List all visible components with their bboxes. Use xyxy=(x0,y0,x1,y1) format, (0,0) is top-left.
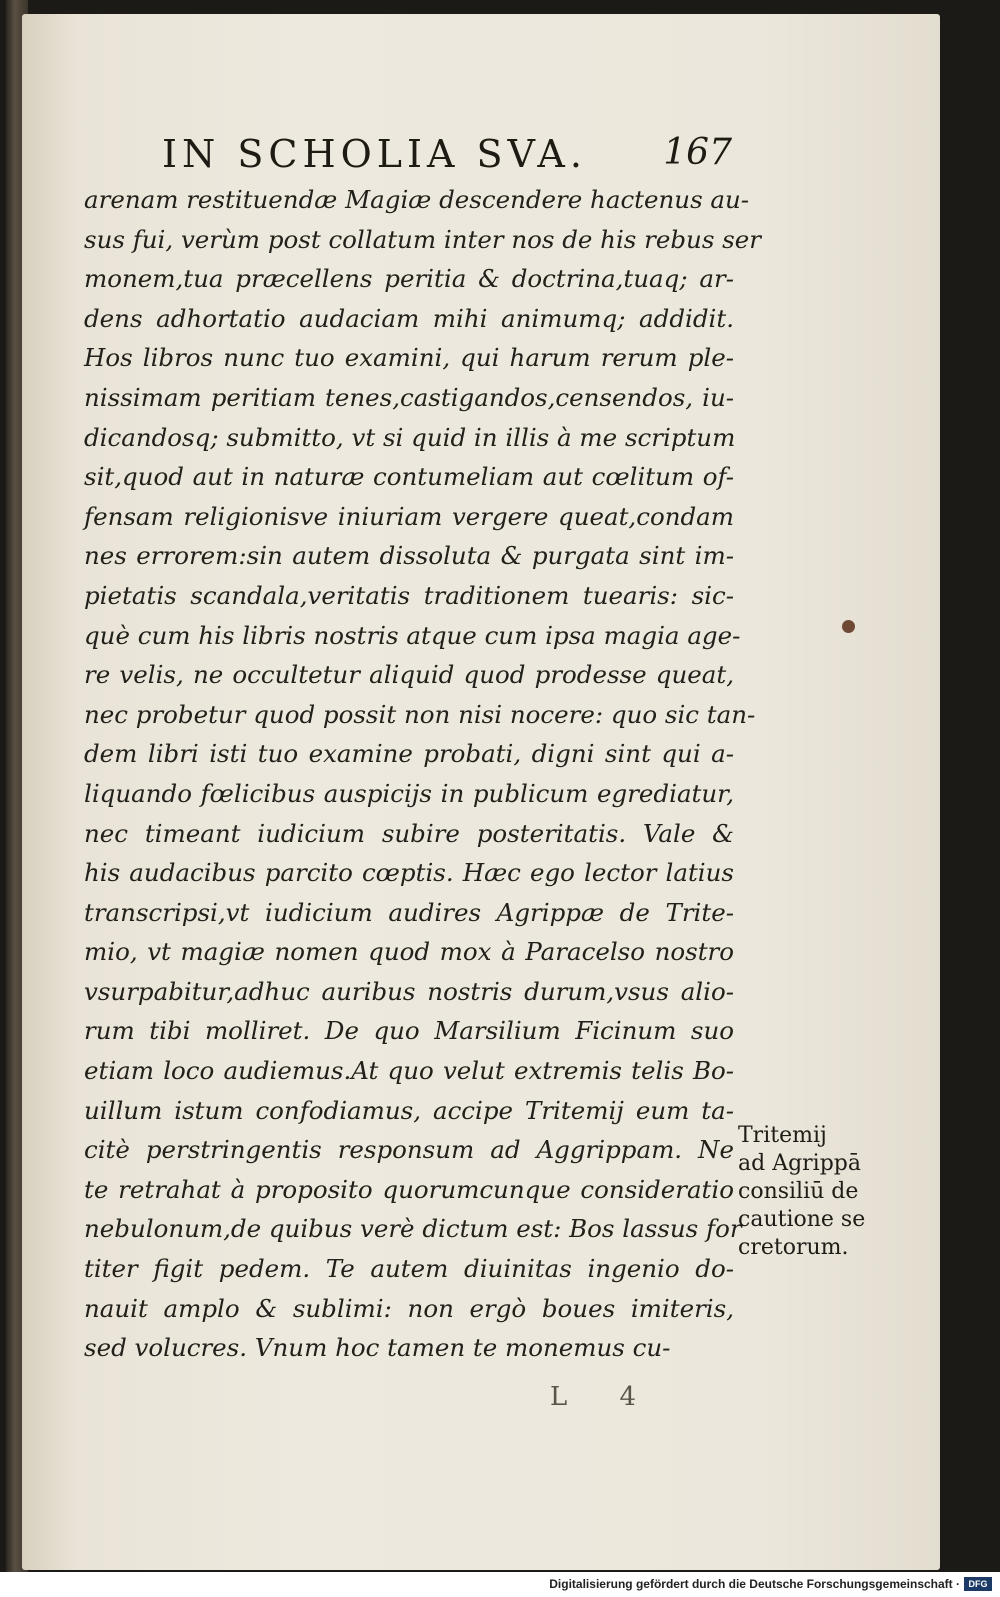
marginal-note-line: Tritemij xyxy=(738,1123,827,1148)
text-line: sed volucres. Vnum hoc tamen te monemus cu- xyxy=(84,1333,671,1363)
text-line: dicandosq; submitto, vt si quid in illis à me scriptum xyxy=(84,422,736,452)
text-line: te retrahat à proposito quorumcunque consideratio xyxy=(84,1174,734,1204)
text-line: nes errorem:sin autem dissoluta & purgata sint im- xyxy=(84,541,734,571)
text-line: liquando fœlicibus auspicijs in publicum egrediatur, xyxy=(84,778,734,808)
text-line: uillum istum confodiamus, accipe Tritemij eum ta- xyxy=(84,1095,734,1125)
text-line: transcripsi,vt iudicium audires Agrippæ de Trite- xyxy=(84,897,734,927)
text-line: mio, vt magiæ nomen quod mox à Paracelso nostro xyxy=(84,937,734,967)
marginal-note-line: cretorum. xyxy=(738,1235,849,1260)
text-line: dem libri isti tuo examine probati, digni sint qui a- xyxy=(84,739,734,769)
text-line: nec probetur quod possit non nisi nocere: quo sic tan- xyxy=(84,699,756,729)
text-line: nauit amplo & sublimi: non ergò boues imiteris, xyxy=(84,1293,734,1323)
marginal-note-line: ad Agrippā xyxy=(738,1151,861,1176)
marginal-note xyxy=(738,1122,883,1262)
marginal-note-line: consiliū de xyxy=(738,1179,859,1204)
funding-credit: Digitalisierung gefördert durch die Deutsche Forschungsgemeinschaft · xyxy=(549,1577,960,1591)
text-line: sus fui, verùm post collatum inter nos de his rebus ser xyxy=(84,224,761,254)
text-line: Hos libros nunc tuo examini, qui harum rerum ple- xyxy=(84,343,734,373)
text-line: pietatis scandala,veritatis traditionem tuearis: sic- xyxy=(84,580,734,610)
running-title: IN SCHOLIA SVA. xyxy=(162,132,587,176)
text-line: etiam loco audiemus.At quo velut extremis telis Bo- xyxy=(84,1056,734,1086)
text-line: arenam restituendæ Magiæ descendere hactenus au- xyxy=(84,185,750,214)
text-line: monem,tua præcellens peritia & doctrina,tuaq; ar- xyxy=(84,264,734,294)
signature-mark: L 4 xyxy=(550,1382,659,1412)
body-text xyxy=(84,180,761,1368)
text-line: què cum his libris nostris atque cum ipsa magia age- xyxy=(84,620,741,650)
text-line: re velis, ne occultetur aliquid quod prodesse queat, xyxy=(84,660,734,690)
text-line: his audacibus parcito cœptis. Hæc ego lector latius xyxy=(84,858,734,888)
ink-spot xyxy=(842,620,855,633)
text-line: nec timeant iudicium subire posteritatis. Vale & xyxy=(84,818,734,848)
book-page xyxy=(22,14,940,1570)
page-number: 167 xyxy=(663,132,732,173)
text-line: citè perstringentis responsum ad Aggrippam. Ne xyxy=(84,1135,734,1165)
text-line: dens adhortatio audaciam mihi animumq; addidit. xyxy=(84,303,734,333)
text-line: sit,quod aut in naturæ contumeliam aut cœlitum of- xyxy=(84,462,734,492)
text-line: titer figit pedem. Te autem diuinitas ingenio do- xyxy=(84,1254,734,1284)
text-line: fensam religionisve iniuriam vergere queat,condam xyxy=(84,501,734,531)
text-line: nissimam peritiam tenes,castigandos,censendos, iu- xyxy=(84,382,734,412)
footer-bar xyxy=(0,1572,1000,1597)
dfg-logo-icon: DFG xyxy=(964,1577,992,1591)
text-line: nebulonum,de quibus verè dictum est: Bos lassus for xyxy=(84,1214,742,1244)
marginal-note-line: cautione se xyxy=(738,1207,866,1232)
text-line: rum tibi molliret. De quo Marsilium Ficinum suo xyxy=(84,1016,734,1046)
text-line: vsurpabitur,adhuc auribus nostris durum,vsus alio- xyxy=(84,976,734,1006)
running-head xyxy=(162,132,732,182)
